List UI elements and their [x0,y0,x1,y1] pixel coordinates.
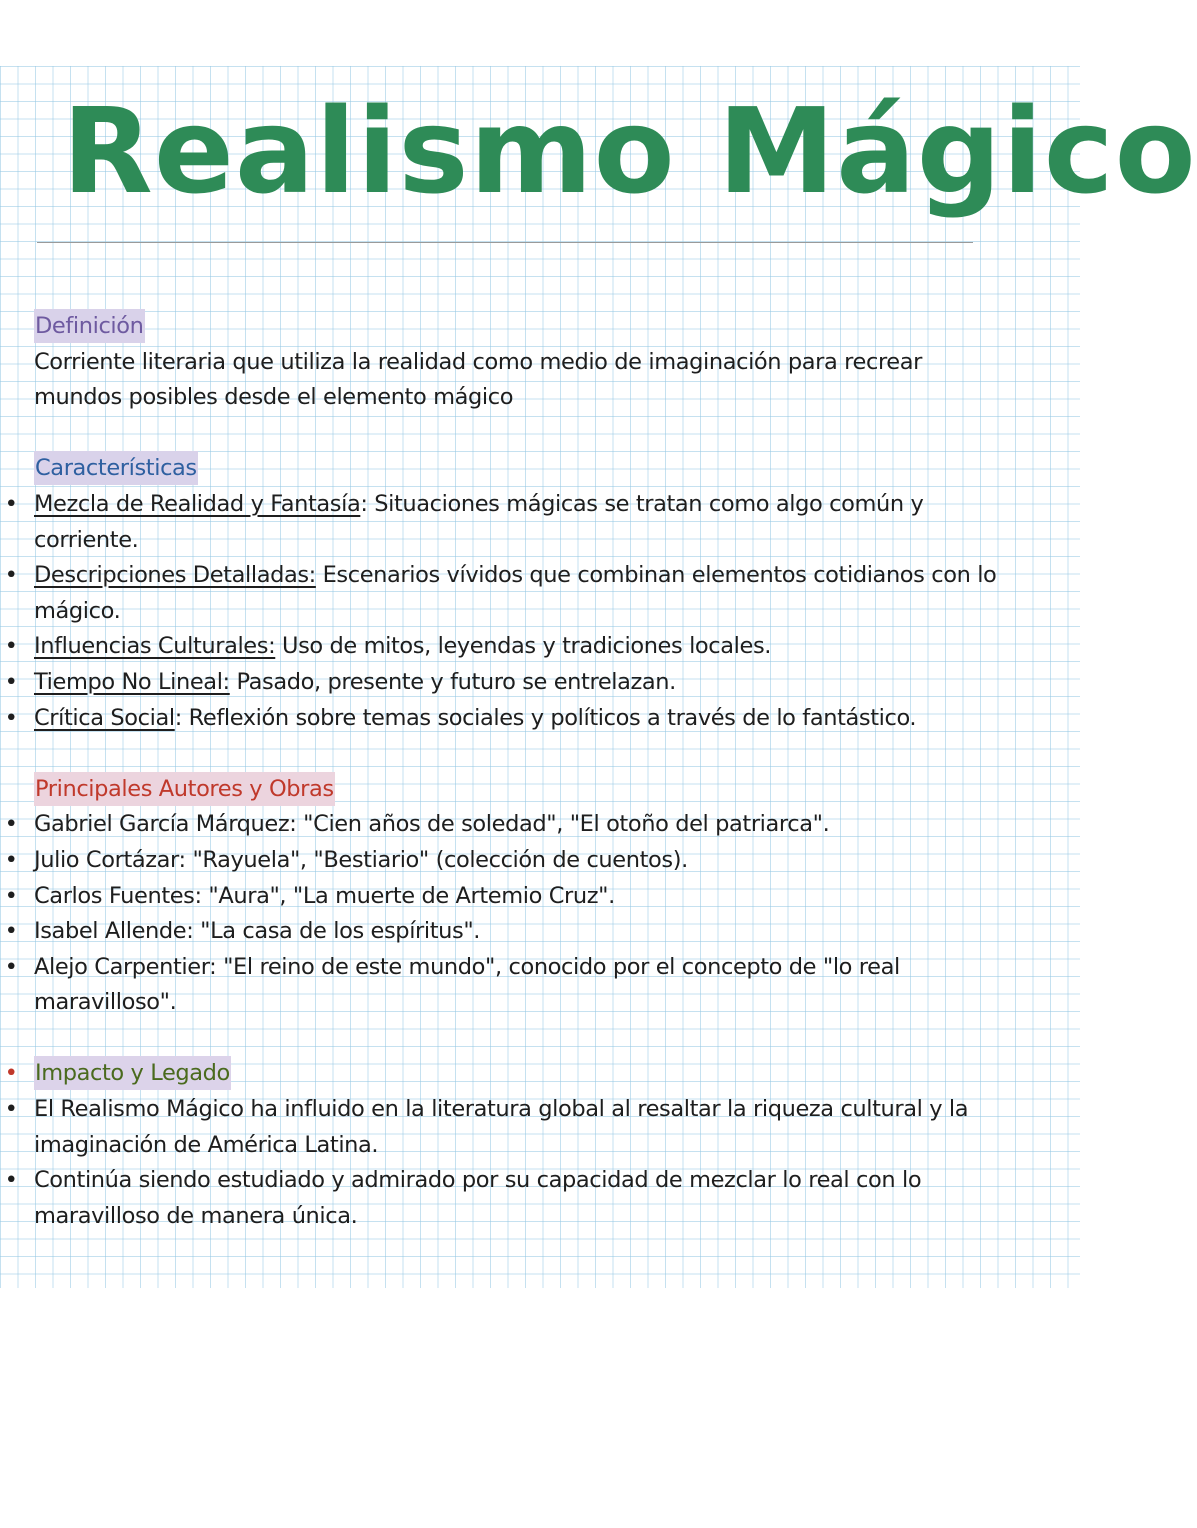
section-heading-autores: Principales Autores y Obras [34,772,335,806]
spacer [34,1021,1074,1057]
list-item-text: El Realismo Mágico ha influido en la literatura global al resaltar la riqueza cultural y la [34,1096,969,1123]
list-item [4,879,1074,915]
bullet-icon: • [4,1167,18,1194]
list-item-continuation: corriente. [34,526,139,553]
impacto-heading-line [4,1056,1074,1092]
list-item [4,665,1074,701]
section-heading-definicion: Definición [34,309,145,343]
list-item-term: Descripciones Detalladas: [34,562,316,589]
bullet-icon: • [4,846,18,873]
list-item-continuation: mágico. [34,597,121,624]
list-item-continuation: maravilloso". [34,989,177,1016]
section-heading-caracteristicas: Características [34,451,198,485]
list-item-text: Alejo Carpentier: "El reino de este mundo", conocido por el concepto de "lo real [34,953,900,980]
section-heading-impacto: Impacto y Legado [34,1056,231,1090]
list-item-continuation: imaginación de América Latina. [34,1131,379,1158]
list-item [4,1163,1074,1199]
bullet-icon: • [4,633,18,660]
list-item-term: Influencias Culturales: [34,633,276,660]
definicion-text-line: mundos posibles desde el elemento mágico [34,384,514,411]
list-item [4,950,1074,986]
list-item [4,807,1074,843]
list-item-text: Carlos Fuentes: "Aura", "La muerte de Artemio Cruz". [34,882,615,909]
list-item-text: Uso de mitos, leyendas y tradiciones locales. [275,633,772,660]
list-item-text: Julio Cortázar: "Rayuela", "Bestiario" (colección de cuentos). [34,846,688,873]
document-body [4,309,1074,1234]
bullet-icon: • [4,704,18,731]
list-item [4,914,1074,950]
list-item-text: Pasado, presente y futuro se entrelazan. [229,668,676,695]
list-item [4,558,1074,594]
list-item-term: Mezcla de Realidad y Fantasía [34,490,361,517]
page-title: Realismo Mágico [62,82,1197,220]
list-item-text: Isabel Allende: "La casa de los espíritus". [34,918,481,945]
list-item-text: : Reflexión sobre temas sociales y políticos a través de lo fantástico. [174,704,917,731]
list-item-text: Escenarios vívidos que combinan elementos cotidianos con lo [315,562,997,589]
bullet-icon: • [4,1060,18,1087]
definicion-text-line: Corriente literaria que utiliza la realidad como medio de imaginación para recrear [34,348,922,375]
list-item [4,701,1074,737]
list-item-term: Tiempo No Lineal: [34,668,230,695]
list-item-continuation: maravilloso de manera única. [34,1202,358,1229]
title-divider [37,242,973,243]
definicion-heading-line [34,309,1074,345]
list-item [4,487,1074,523]
autores-heading-line [34,772,1074,808]
bullet-icon: • [4,562,18,589]
list-item [4,1092,1074,1128]
bullet-icon: • [4,490,18,517]
bullet-icon: • [4,953,18,980]
list-item-term: Crítica Social [34,704,175,731]
bullet-icon: • [4,668,18,695]
bullet-icon: • [4,882,18,909]
list-item-text: Gabriel García Márquez: "Cien años de soledad", "El otoño del patriarca". [34,811,830,838]
list-item-text: Continúa siendo estudiado y admirado por su capacidad de mezclar lo real con lo [34,1167,922,1194]
caracteristicas-heading-line [34,451,1074,487]
bullet-icon: • [4,811,18,838]
spacer [34,416,1074,452]
list-item [4,629,1074,665]
bullet-icon: • [4,1096,18,1123]
list-item [4,843,1074,879]
spacer [34,736,1074,772]
list-item-text: : Situaciones mágicas se tratan como algo común y [360,490,924,517]
bullet-icon: • [4,918,18,945]
